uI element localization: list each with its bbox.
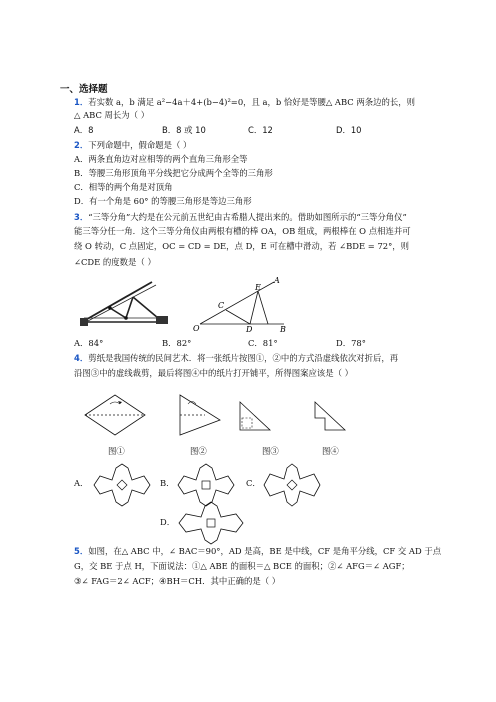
question-4-line-1 xyxy=(74,353,398,364)
caption-figure-4: 图④ xyxy=(322,446,339,456)
caption-figure-3: 图③ xyxy=(262,446,279,456)
caption-figure-1: 图① xyxy=(108,446,125,456)
caption-figure-2: 图② xyxy=(190,446,207,456)
label-b: B xyxy=(280,325,286,334)
question-3-line-2: 能三等分任一角．这个三等分角仪由两根有槽的棒 OA，OB 组成，两根棒在 O 点相连并可 xyxy=(74,226,411,236)
question-4-number: 4． xyxy=(74,353,89,363)
question-2-stem xyxy=(74,140,191,151)
question-1-text-1: 若实数 a，b 满足 a²−4a＋4+(b−4)²=0，且 a，b 恰好是等腰△ ABC 两条边的长，则 xyxy=(88,97,415,107)
question-1-option-d[interactable]: D．10 xyxy=(336,125,362,135)
question-1-line-1 xyxy=(74,97,415,108)
question-2-number: 2． xyxy=(74,140,89,150)
question-5-line-2: G，交 BE 于点 H，下面说法：①△ ABE 的面积＝△ BCE 的面积；②∠ AFG＝∠ AGF； xyxy=(74,561,410,571)
fold-figure-4 xyxy=(315,402,345,430)
question-2-option-a[interactable]: A．两条直角边对应相等的两个直角三角形全等 xyxy=(74,154,248,164)
angle-trisection-diagram xyxy=(192,276,292,332)
question-2-option-b[interactable]: B．等腰三角形顶角平分线把它分成两个全等的三角形 xyxy=(74,168,273,178)
question-4-option-c[interactable]: C． xyxy=(246,478,261,488)
question-2-option-c[interactable]: C．相等的两个角是对顶角 xyxy=(74,182,173,192)
question-3-line-4: ∠CDE 的度数是（ ） xyxy=(74,257,156,267)
question-3-option-a[interactable]: A．84° xyxy=(74,338,104,348)
label-d: D xyxy=(246,325,253,334)
label-e: E xyxy=(255,283,261,292)
option-c-pattern xyxy=(262,462,322,508)
folding-figures xyxy=(80,390,380,440)
question-5-number: 5． xyxy=(74,546,89,556)
question-3-option-c[interactable]: C．81° xyxy=(248,338,278,348)
label-c: C xyxy=(218,301,225,310)
question-3-option-d[interactable]: D．78° xyxy=(336,338,366,348)
question-1-line-2: △ ABC 周长为（ ） xyxy=(74,110,150,120)
question-1-option-b[interactable]: B．8 或 10 xyxy=(162,125,206,135)
question-1-option-a[interactable]: A．8 xyxy=(74,125,94,135)
question-3-line-1 xyxy=(74,212,407,223)
question-5-line-1 xyxy=(74,546,441,557)
question-1-number: 1． xyxy=(74,97,89,107)
question-4-option-b[interactable]: B． xyxy=(160,478,175,488)
question-5-text-1: 如图，在△ ABC 中，∠ BAC＝90°，AD 是高，BE 是中线，CF 是角平分线，CF 交 AD 于点 xyxy=(88,546,442,556)
question-4-text-1: 剪纸是我国传统的民间艺术．将一张纸片按图①，②中的方式沿虚线依次对折后，再 xyxy=(88,353,399,363)
fold-figure-3 xyxy=(240,402,270,430)
question-2-text: 下列命题中，假命题是（ ） xyxy=(88,140,192,150)
question-1-option-c[interactable]: C．12 xyxy=(248,125,273,135)
question-3-line-3: 绕 O 转动，C 点固定，OC = CD = DE，点 D，E 可在槽中滑动，若 ∠BDE = 72°，则 xyxy=(74,241,410,251)
option-d-pattern xyxy=(176,500,246,546)
question-5-line-3: ③∠ FAG＝2∠ ACF；④BH＝CH．其中正确的是（ ） xyxy=(74,576,281,586)
question-3-number: 3． xyxy=(74,212,89,222)
section-title: 一、选择题 xyxy=(60,84,108,95)
question-4-line-2: 沿图③中的虚线裁剪，最后将图④中的纸片打开铺平，所得图案应该是（ ） xyxy=(74,368,354,378)
question-2-option-d[interactable]: D．有一个角是 60° 的等腰三角形是等边三角形 xyxy=(74,196,252,206)
option-a-pattern xyxy=(92,462,152,508)
question-3-option-b[interactable]: B．82° xyxy=(162,338,192,348)
fold-figure-2 xyxy=(180,395,220,435)
question-3-text-1: “三等分角”大约是在公元前五世纪由古希腊人提出来的。借助如图所示的“三等分角仪” xyxy=(88,212,407,222)
label-a: A xyxy=(274,276,280,285)
fold-figure-1 xyxy=(85,395,145,435)
label-o: O xyxy=(193,324,200,333)
question-4-option-d[interactable]: D． xyxy=(160,517,176,527)
trisector-device-figure xyxy=(78,278,172,328)
question-4-option-a[interactable]: A． xyxy=(74,478,89,488)
